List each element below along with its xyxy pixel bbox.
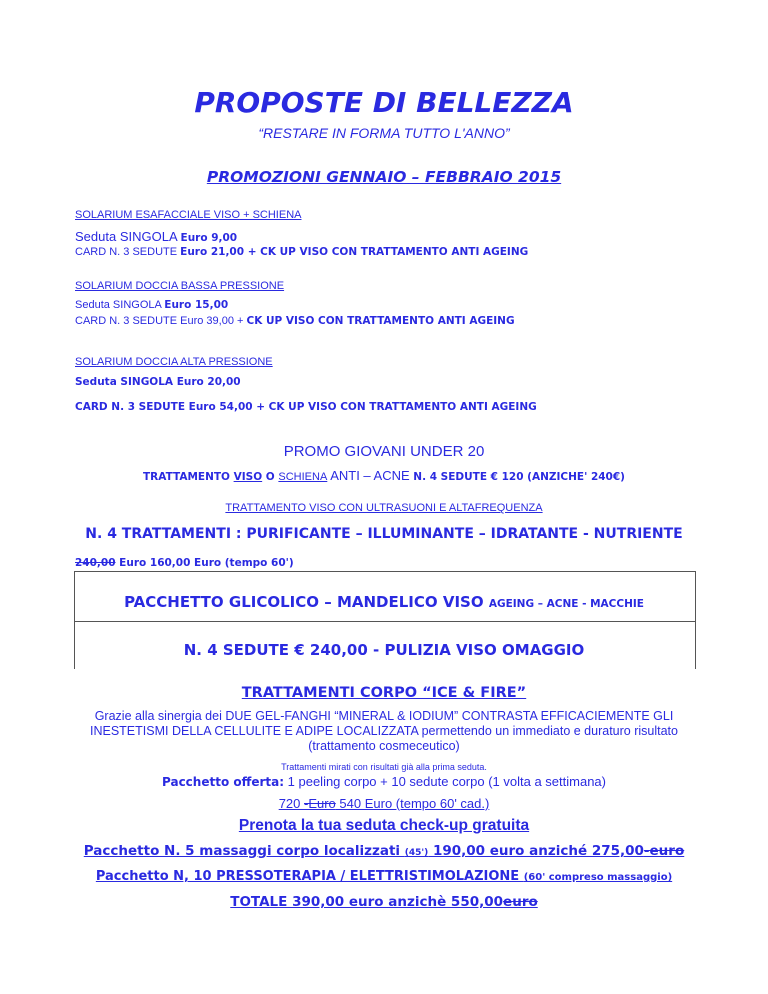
giovani-part2: N. 4 SEDUTE € 120 (ANZICHE' 240€) xyxy=(413,471,625,483)
glicolico-title xyxy=(74,593,694,612)
promo-title: PROMOZIONI GENNAIO – FEBBRAIO 2015 xyxy=(206,168,562,186)
single-price: Euro 9,00 xyxy=(180,232,238,244)
giovani-schiena: SCHIENA xyxy=(278,471,328,483)
solarium-alta-heading: SOLARIUM DOCCIA ALTA PRESSIONE xyxy=(75,356,273,368)
presso-note: (60' compreso massaggio) xyxy=(523,872,673,883)
ultrasuoni-price xyxy=(75,553,294,571)
glicolico-title-main: PACCHETTO GLICOLICO – MANDELICO VISO xyxy=(124,593,489,611)
totale-struck: euro xyxy=(503,894,538,910)
ultrasuoni-old-price: 240,00 xyxy=(75,557,116,569)
massaggi-time: (45') xyxy=(404,848,429,858)
solarium-bassa-heading: SOLARIUM DOCCIA BASSA PRESSIONE xyxy=(75,280,285,292)
corpo-note: Trattamenti mirati con risultati già alla prima seduta. xyxy=(281,762,487,772)
totale-label: TOTALE 390,00 euro anzichè 550,00 xyxy=(230,894,504,910)
checkup-massaggi xyxy=(0,843,768,859)
solarium-bassa-card xyxy=(75,315,515,327)
single-price: Euro 15,00 xyxy=(164,299,229,311)
giovani-heading: PROMO GIOVANI UNDER 20 xyxy=(283,443,485,460)
corpo-desc-1: Grazie alla sinergia dei DUE GEL-FANGHI “MINERAL & IODIUM” CONTRASTA EFFICACIEMENTE GLI xyxy=(94,709,674,723)
solarium-viso-heading: SOLARIUM ESAFACCIALE VISO + SCHIENA xyxy=(75,209,302,221)
massaggi-label: Pacchetto N. 5 massaggi corpo localizzati xyxy=(83,843,405,859)
corpo-pack-detail: 1 peeling corpo + 10 sedute corpo (1 volta a settimana) xyxy=(284,774,606,789)
ultrasuoni-new-price: Euro 160,00 Euro (tempo 60') xyxy=(115,557,294,569)
page-title: PROPOSTE DI BELLEZZA xyxy=(194,86,574,119)
glicolico-offer: N. 4 SEDUTE € 240,00 - PULIZIA VISO OMAGGIO xyxy=(183,641,585,659)
checkup-presso xyxy=(0,868,768,884)
corpo-pack xyxy=(0,774,768,789)
page-subtitle: “RESTARE IN FORMA TUTTO L'ANNO” xyxy=(258,125,510,141)
checkup-heading: Prenota la tua seduta check-up gratuita xyxy=(238,817,530,834)
solarium-alta-single: Seduta SINGOLA Euro 20,00 xyxy=(75,376,241,388)
giovani-line xyxy=(0,468,768,483)
solarium-alta-card: CARD N. 3 SEDUTE Euro 54,00 + CK UP VISO CON TRATTAMENTO ANTI AGEING xyxy=(75,401,537,413)
card-label: CARD N. 3 SEDUTE xyxy=(75,246,181,258)
corpo-price-new: 540 Euro (tempo 60' cad.) xyxy=(335,796,490,811)
checkup-totale xyxy=(0,894,768,910)
giovani-o: O xyxy=(262,471,279,483)
corpo-price-old-euro: -Euro xyxy=(304,796,336,811)
corpo-pack-label: Pacchetto offerta: xyxy=(162,775,285,789)
ultrasuoni-treatments: N. 4 TRATTAMENTI : PURIFICANTE – ILLUMINANTE – IDRATANTE - NUTRIENTE xyxy=(85,526,683,542)
corpo-price-old: 720 xyxy=(278,796,304,811)
solarium-viso-card xyxy=(75,246,528,258)
giovani-viso: VISO xyxy=(233,471,263,483)
ultrasuoni-heading: TRATTAMENTO VISO CON ULTRASUONI E ALTAFREQUENZA xyxy=(225,502,543,514)
massaggi-price: 190,00 euro anziché 275,00 xyxy=(428,843,644,859)
solarium-viso-single xyxy=(75,229,237,244)
corpo-desc-2: INESTETISMI DELLA CELLULITE E ADIPE LOCALIZZATA permettendo un immediato e duraturo risultato xyxy=(90,724,678,738)
giovani-anti-acne: ANTI – ACNE xyxy=(327,468,414,483)
corpo-heading: TRATTAMENTI CORPO “ICE & FIRE” xyxy=(241,685,527,701)
single-label: Seduta SINGOLA xyxy=(75,299,165,311)
card-label: CARD N. 3 SEDUTE Euro 39,00 + xyxy=(75,315,247,327)
single-label: Seduta SINGOLA xyxy=(75,229,181,244)
glicolico-title-small: AGEING – ACNE - MACCHIE xyxy=(488,598,644,610)
corpo-price xyxy=(0,796,768,811)
giovani-part1: TRATTAMENTO xyxy=(143,471,234,483)
massaggi-struck: -euro xyxy=(643,843,685,859)
solarium-bassa-single xyxy=(75,299,228,311)
card-detail: Euro 21,00 + CK UP VISO CON TRATTAMENTO ANTI AGEING xyxy=(180,246,529,258)
presso-label: Pacchetto N, 10 PRESSOTERAPIA / ELETTRISTIMOLAZIONE xyxy=(95,869,524,884)
corpo-desc-3: (trattamento cosmeceutico) xyxy=(308,739,460,753)
card-detail: CK UP VISO CON TRATTAMENTO ANTI AGEING xyxy=(246,315,515,327)
